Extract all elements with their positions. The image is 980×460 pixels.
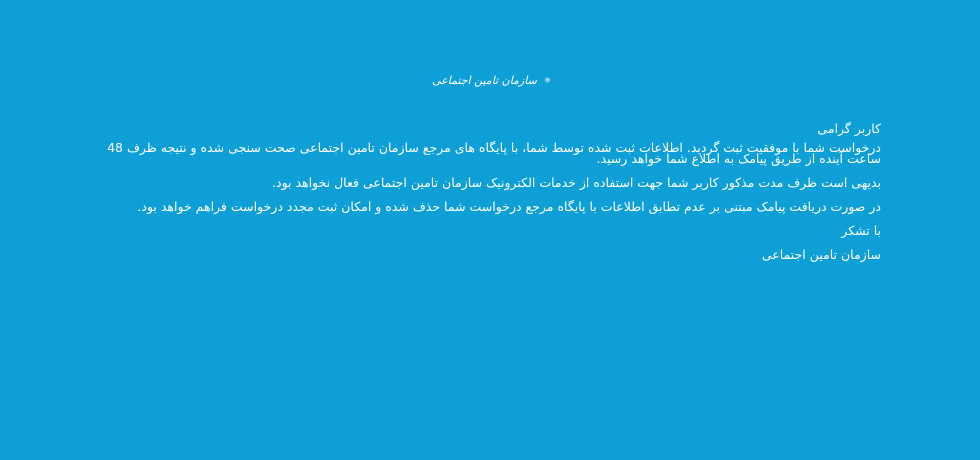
registration-success-paragraph: درخواست شما با موفقیت ثبت گردید. اطلاعات ثبت شده توسط شما، با پایگاه های مرجع سازمان تامین اجتماعی صحت سنجی شده و نتیجه ظرف 48 ساعت آینده از طریق پیامک به اطلاع شما خواهد رسید. <box>107 140 881 166</box>
organization-logo <box>432 64 550 96</box>
mismatch-notice-paragraph: در صورت دریافت پیامک مبتنی بر عدم تطابق اطلاعات با پایگاه مرجع درخواست شما حذف شده و امکان ثبت مجدد درخواست فراهم خواهد بود. <box>137 199 881 214</box>
thanks-text: با تشکر <box>841 223 881 238</box>
greeting-text: کاربر گرامی <box>817 121 881 136</box>
signature-text: سازمان تامین اجتماعی <box>761 247 881 262</box>
logo-text: سازمان تامین اجتماعی <box>432 73 537 87</box>
tamin-emblem-icon <box>545 64 550 96</box>
registration-message <box>100 122 881 273</box>
account-inactive-paragraph: بدیهی است ظرف مدت مذکور کاربر شما جهت استفاده از خدمات الکترونیک سازمان تامین اجتماعی فعال نخواهد بود. <box>272 175 881 190</box>
